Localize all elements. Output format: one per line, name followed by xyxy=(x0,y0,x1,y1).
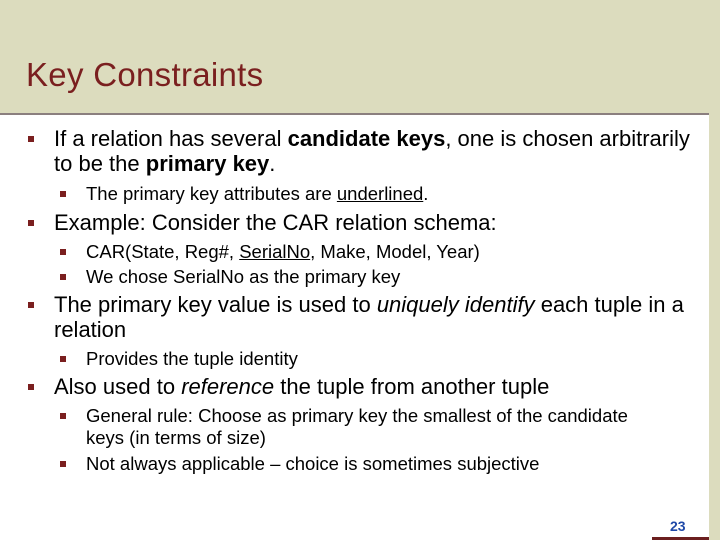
bullet-text: . xyxy=(423,183,429,204)
square-bullet-icon xyxy=(60,191,66,197)
square-bullet-icon xyxy=(28,302,34,308)
subbullet-underlined xyxy=(26,183,706,205)
bullet-text: Example: Consider the CAR relation schema: xyxy=(54,210,497,235)
slide-title: Key Constraints xyxy=(26,56,264,93)
right-side-bar xyxy=(709,113,720,540)
italic-term: uniquely identify xyxy=(376,292,535,317)
bullet-text: , one is chosen arbitrarily to be the xyxy=(54,126,690,176)
bullet-text: the tuple from another tuple xyxy=(274,374,550,399)
square-bullet-icon xyxy=(28,384,34,390)
bullet-text: , Make, Model, Year) xyxy=(310,241,480,262)
bullet-text: Not always applicable – choice is sometimes subjective xyxy=(86,453,540,474)
page-number: 23 xyxy=(670,518,686,534)
square-bullet-icon xyxy=(60,461,66,467)
square-bullet-icon xyxy=(28,136,34,142)
subbullet-general-rule xyxy=(26,405,666,449)
italic-term: reference xyxy=(181,374,275,399)
subbullet-car-schema xyxy=(26,241,706,263)
square-bullet-icon xyxy=(60,274,66,280)
bullet-text: CAR(State, Reg#, xyxy=(86,241,240,262)
bullet-reference xyxy=(26,374,706,399)
bullet-text: each tuple in a relation xyxy=(54,292,684,342)
bold-term: primary key xyxy=(145,151,270,176)
underlined-term: SerialNo xyxy=(239,241,311,262)
bullet-text: We chose SerialNo as the primary key xyxy=(86,266,401,287)
header-divider xyxy=(0,113,720,115)
bullet-unique-identify xyxy=(26,292,706,342)
square-bullet-icon xyxy=(60,249,66,255)
bullet-text: . xyxy=(269,151,276,176)
square-bullet-icon xyxy=(60,356,66,362)
bullet-text: Also used to xyxy=(54,374,182,399)
slide-content xyxy=(26,126,706,478)
subbullet-tuple-identity xyxy=(26,348,706,370)
underlined-term: underlined xyxy=(336,183,424,204)
square-bullet-icon xyxy=(60,413,66,419)
bullet-text: If a relation has several xyxy=(54,126,288,151)
subbullet-not-always xyxy=(26,453,706,475)
bullet-text: The primary key attributes are xyxy=(86,183,337,204)
bold-term: candidate keys xyxy=(287,126,446,151)
square-bullet-icon xyxy=(28,220,34,226)
bullet-text: The primary key value is used to xyxy=(54,292,377,317)
bullet-text: Provides the tuple identity xyxy=(86,348,298,369)
subbullet-serialno-choice xyxy=(26,266,706,288)
bullet-candidate-keys xyxy=(26,126,706,176)
bullet-text: General rule: Choose as primary key the smallest of the candidate keys (in terms of size) xyxy=(86,405,628,448)
bullet-example xyxy=(26,210,706,235)
